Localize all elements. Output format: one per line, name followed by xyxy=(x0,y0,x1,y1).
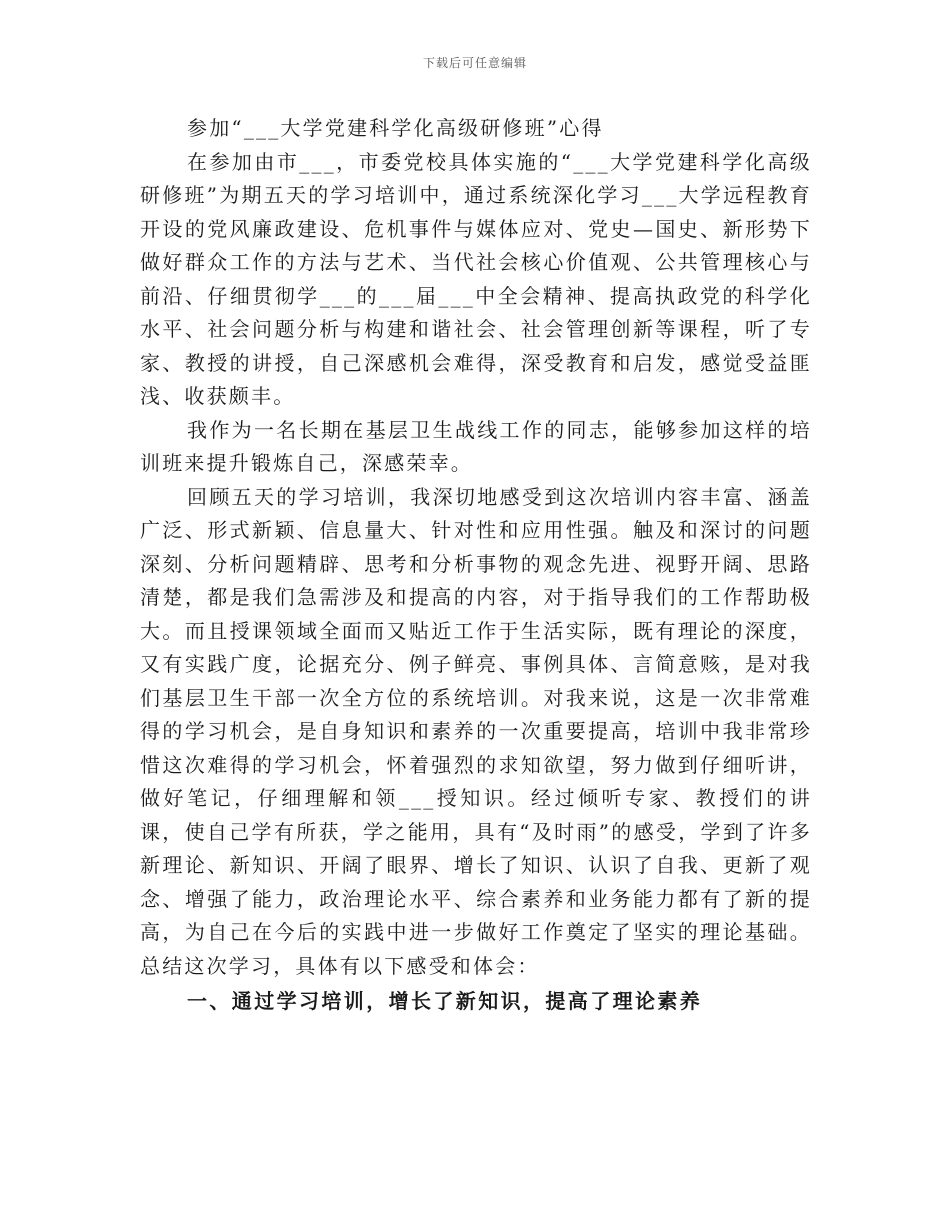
document-body xyxy=(140,112,812,1019)
page-header: 下载后可任意编辑 xyxy=(422,56,527,70)
paragraph-intro: 在参加由市___，市委党校具体实施的“___大学党建科学化高级研修班”为期五天的学习培训中，通过系统深化学习___大学远程教育开设的党风廉政建设、危机事件与媒体应对、党史—国史、新形势下做好群众工作的方法与艺术、当代社会核心价值观、公共管理核心与前沿、仔细贯彻学___的___届___中全会精神、提高执政党的科学化水平、社会问题分析与构建和谐社会、社会管理创新等课程，听了专家、教授的讲授，自己深感机会难得，深受教育和启发，感觉受益匪浅、收获颇丰。 xyxy=(140,149,812,408)
paragraph-identity: 我作为一名长期在基层卫生战线工作的同志，能够参加这样的培训班来提升锻炼自己，深感荣幸。 xyxy=(140,417,812,475)
paragraph-review: 回顾五天的学习培训，我深切地感受到这次培训内容丰富、涵盖广泛、形式新颖、信息量大、针对性和应用性强。触及和深讨的问题深刻、分析问题精辟、思考和分析事物的观念先进、视野开阔、思路清楚，都是我们急需涉及和提高的内容，对于指导我们的工作帮助极大。而且授课领域全面而又贴近工作于生活实际，既有理论的深度，又有实践广度，论据充分、例子鲜亮、事例具体、言简意赅，是对我们基层卫生干部一次全方位的系统培训。对我来说，这是一次非常难得的学习机会，是自身知识和素养的一次重要提高，培训中我非常珍惜这次难得的学习机会，怀着强烈的求知欲望，努力做到仔细听讲，做好笔记，仔细理解和领___授知识。经过倾听专家、教授们的讲课，使自己学有所获，学之能用，具有“及时雨”的感受，学到了许多新理论、新知识、开阔了眼界、增长了知识、认识了自我、更新了观念、增强了能力，政治理论水平、综合素养和业务能力都有了新的提高，为自己在今后的实践中进一步做好工作奠定了坚实的理论基础。总结这次学习，具体有以下感受和体会： xyxy=(140,484,812,978)
document-title: 参加“___大学党建科学化高级研修班”心得 xyxy=(187,116,604,140)
section-heading: 一、通过学习培训，增长了新知识，提高了理论素养 xyxy=(187,989,703,1013)
